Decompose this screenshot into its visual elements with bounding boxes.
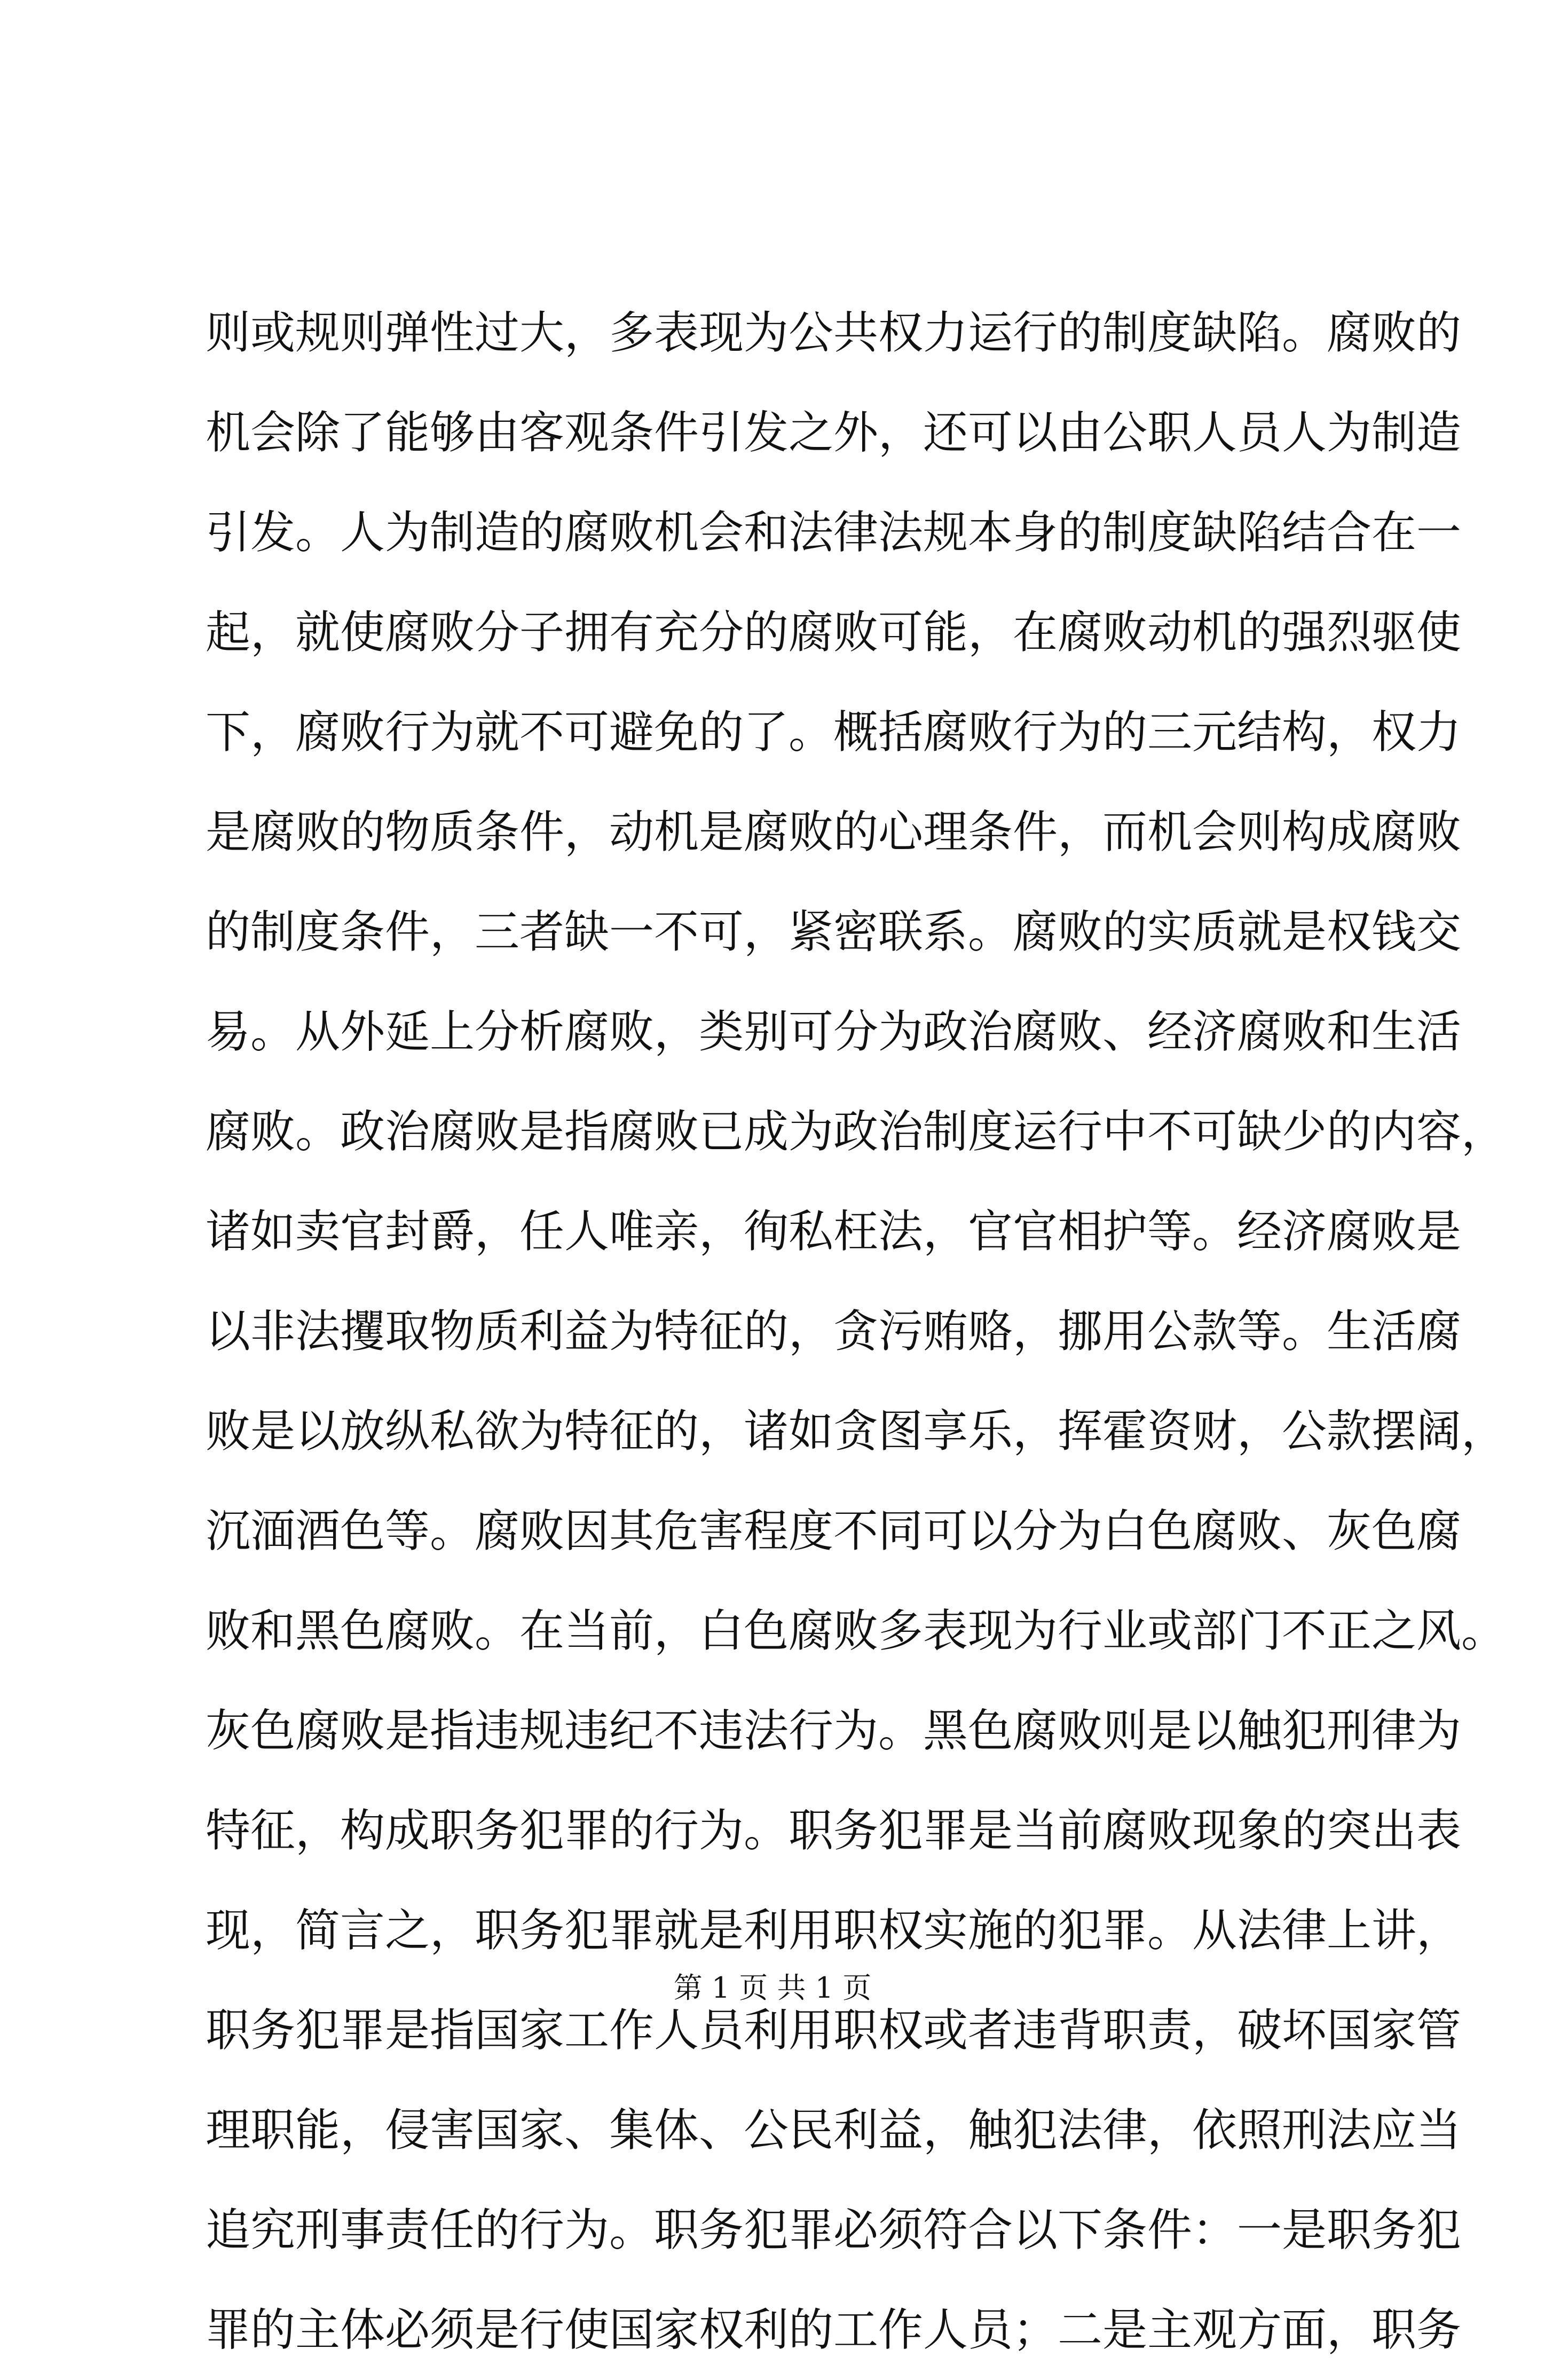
page-number-label: 第 1 页 共 1 页 bbox=[673, 1971, 872, 2005]
text-line: 是腐败的物质条件，动机是腐败的心理条件，而机会则构成腐败 bbox=[206, 806, 1462, 858]
text-line: 机会除了能够由客观条件引发之外，还可以由公职人员人为制造 bbox=[206, 406, 1462, 459]
text-line: 特征，构成职务犯罪的行为。职务犯罪是当前腐败现象的突出表 bbox=[206, 1804, 1462, 1857]
text-line: 引发。人为制造的腐败机会和法律法规本身的制度缺陷结合在一 bbox=[206, 506, 1462, 559]
text-line: 诸如卖官封爵，任人唯亲，徇私枉法，官官相护等。经济腐败是 bbox=[206, 1205, 1462, 1258]
text-line: 追究刑事责任的行为。职务犯罪必须符合以下条件：一是职务犯 bbox=[206, 2204, 1462, 2256]
text-line: 理职能，侵害国家、集体、公民利益，触犯法律，依照刑法应当 bbox=[206, 2104, 1462, 2156]
text-line: 起，就使腐败分子拥有充分的腐败可能，在腐败动机的强烈驱使 bbox=[206, 606, 1462, 658]
text-line: 败和黑色腐败。在当前，白色腐败多表现为行业或部门不正之风。 bbox=[206, 1605, 1507, 1657]
text-line: 沉湎酒色等。腐败因其危害程度不同可以分为白色腐败、灰色腐 bbox=[206, 1505, 1462, 1557]
text-line: 职务犯罪是指国家工作人员利用职权或者违背职责，破坏国家管 bbox=[206, 2004, 1462, 2056]
text-line: 下，腐败行为就不可避免的了。概括腐败行为的三元结构，权力 bbox=[206, 706, 1462, 758]
text-line: 的制度条件，三者缺一不可，紧密联系。腐败的实质就是权钱交 bbox=[206, 906, 1462, 958]
text-line: 以非法攫取物质利益为特征的，贪污贿赂，挪用公款等。生活腐 bbox=[206, 1305, 1462, 1357]
text-line: 败是以放纵私欲为特征的，诸如贪图享乐，挥霍资财，公款摆阔， bbox=[206, 1405, 1507, 1457]
text-line: 易。从外延上分析腐败，类别可分为政治腐败、经济腐败和生活 bbox=[206, 1006, 1462, 1058]
text-line: 灰色腐败是指违规违纪不违法行为。黑色腐败则是以触犯刑律为 bbox=[206, 1705, 1462, 1757]
body-paragraph bbox=[206, 283, 1507, 2380]
text-line: 现，简言之，职务犯罪就是利用职权实施的犯罪。从法律上讲， bbox=[206, 1904, 1462, 1957]
page-footer bbox=[0, 1969, 1545, 2007]
text-line: 则或规则弹性过大，多表现为公共权力运行的制度缺陷。腐败的 bbox=[206, 307, 1462, 359]
text-line: 罪的主体必须是行使国家权利的工作人员；二是主观方面，职务 bbox=[206, 2304, 1462, 2356]
text-line: 腐败。政治腐败是指腐败已成为政治制度运行中不可缺少的内容， bbox=[206, 1105, 1507, 1158]
